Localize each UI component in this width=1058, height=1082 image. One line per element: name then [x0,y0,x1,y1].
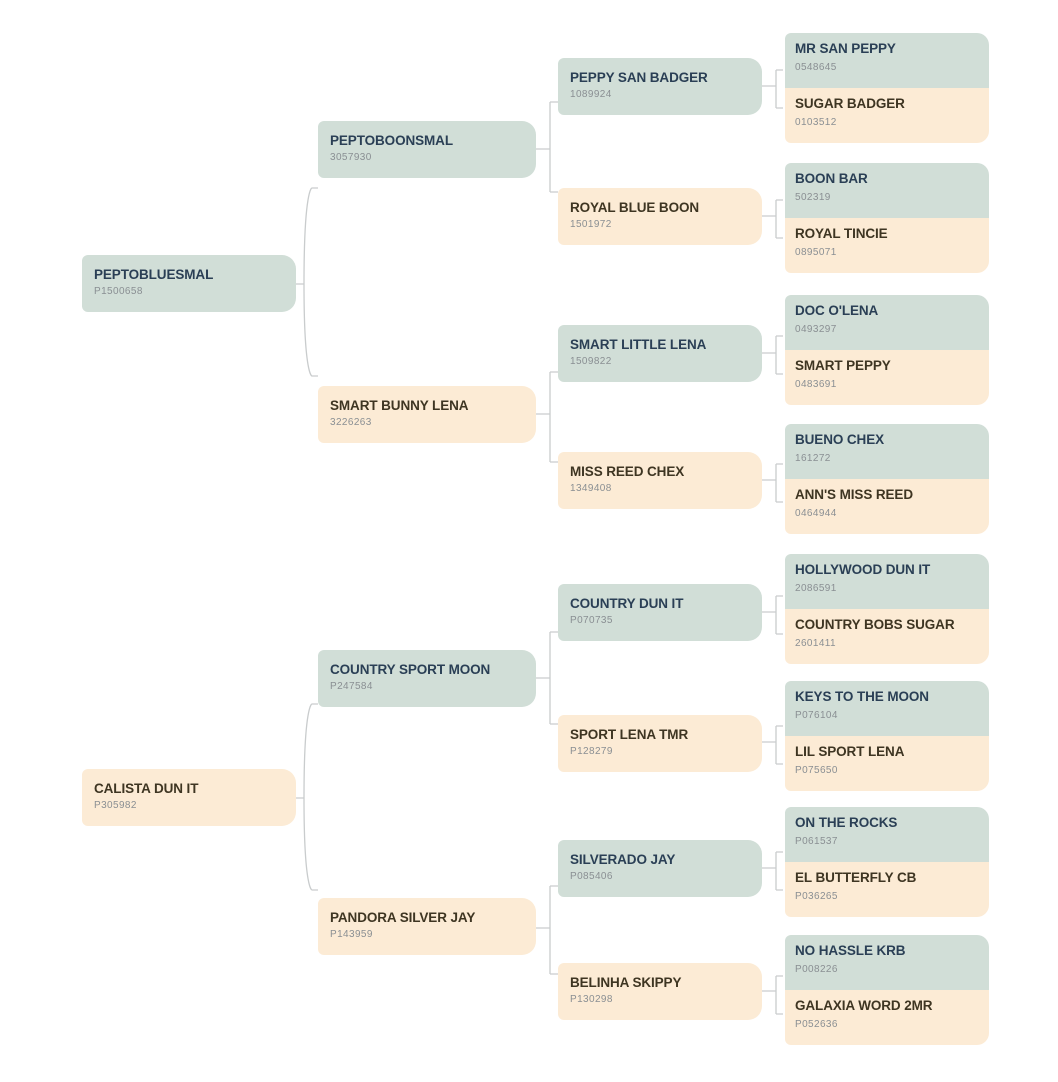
horse-name: ANN'S MISS REED [795,487,913,502]
registration-number: 161272 [795,453,831,464]
horse-name: MR SAN PEPPY [795,41,896,56]
ancestor-pair [785,681,989,791]
registration-number: P128279 [570,746,613,757]
horse-card-sire[interactable] [558,325,762,382]
registration-number: 0464944 [795,508,837,519]
horse-name: DOC O'LENA [795,303,879,318]
horse-card-sire[interactable] [785,935,989,990]
horse-card-dam[interactable] [785,736,989,791]
registration-number: P085406 [570,871,613,882]
connector-line [536,102,558,192]
horse-card-dam[interactable] [785,862,989,917]
horse-card-sire[interactable] [785,33,989,88]
registration-number: 0493297 [795,324,837,335]
connector-line [762,596,783,634]
registration-number: P061537 [795,836,838,847]
horse-name: NO HASSLE KRB [795,943,906,958]
horse-card-sire[interactable] [785,807,989,862]
connector-line [536,372,558,462]
registration-number: 0548645 [795,62,837,73]
horse-card-sire[interactable] [558,58,762,115]
registration-number: 3226263 [330,417,372,428]
horse-card-sire[interactable] [558,584,762,641]
registration-number: P143959 [330,929,373,940]
registration-number: 0483691 [795,379,837,390]
horse-name: ROYAL BLUE BOON [570,200,700,215]
registration-number: 2086591 [795,583,837,594]
horse-name: EL BUTTERFLY CB [795,870,917,885]
horse-name: SMART PEPPY [795,358,891,373]
horse-card-dam[interactable] [82,769,296,826]
registration-number: P305982 [94,800,137,811]
horse-name: SPORT LENA TMR [570,727,689,742]
horse-card-dam[interactable] [785,350,989,405]
connector-line [536,632,558,724]
horse-name: PANDORA SILVER JAY [330,910,476,925]
horse-name: BELINHA SKIPPY [570,975,682,990]
horse-card-dam[interactable] [558,188,762,245]
horse-name: PEPPY SAN BADGER [570,70,708,85]
registration-number: P1500658 [94,286,143,297]
registration-number: P036265 [795,891,838,902]
horse-name: SMART LITTLE LENA [570,337,707,352]
horse-name: MISS REED CHEX [570,464,685,479]
horse-card-dam[interactable] [558,452,762,509]
connector-line [536,886,558,974]
connector-line [762,726,783,764]
horse-name: GALAXIA WORD 2MR [795,998,933,1013]
registration-number: P070735 [570,615,613,626]
horse-name: HOLLYWOOD DUN IT [795,562,931,577]
horse-name: COUNTRY BOBS SUGAR [795,617,955,632]
horse-card-sire[interactable] [785,554,989,609]
connector-line [762,852,783,890]
ancestor-pair [785,163,989,273]
horse-name: COUNTRY DUN IT [570,596,684,611]
horse-name: ON THE ROCKS [795,815,898,830]
ancestor-pair [785,424,989,534]
horse-card-dam[interactable] [318,386,536,443]
registration-number: 502319 [795,192,831,203]
registration-number: 1501972 [570,219,612,230]
ancestor-pair [785,807,989,917]
registration-number: 2601411 [795,638,836,649]
horse-card-sire[interactable] [82,255,296,312]
horse-card-dam[interactable] [785,479,989,534]
horse-card-dam[interactable] [558,963,762,1020]
horse-card-sire[interactable] [318,121,536,178]
registration-number: 1349408 [570,483,612,494]
registration-number: P247584 [330,681,373,692]
ancestor-pair [785,33,989,143]
connector-line [296,188,318,376]
horse-card-sire[interactable] [785,295,989,350]
horse-name: LIL SPORT LENA [795,744,905,759]
horse-card-sire[interactable] [558,840,762,897]
ancestor-pair [785,935,989,1045]
horse-name: PEPTOBOONSMAL [330,133,453,148]
connector-line [296,704,318,890]
horse-name: PEPTOBLUESMAL [94,267,214,282]
registration-number: 0895071 [795,247,837,258]
registration-number: 1509822 [570,356,612,367]
registration-number: P075650 [795,765,838,776]
horse-card-dam[interactable] [785,990,989,1045]
horse-name: ROYAL TINCIE [795,226,888,241]
horse-card-dam[interactable] [558,715,762,772]
registration-number: P052636 [795,1019,838,1030]
horse-card-sire[interactable] [318,650,536,707]
horse-card-dam[interactable] [785,218,989,273]
connector-line [762,200,783,238]
connector-line [762,976,783,1014]
ancestor-pair [785,554,989,664]
horse-card-dam[interactable] [785,88,989,143]
horse-card-sire[interactable] [785,424,989,479]
horse-card-dam[interactable] [785,609,989,664]
ancestor-pair [785,295,989,405]
horse-card-sire[interactable] [785,163,989,218]
registration-number: 1089924 [570,89,612,100]
registration-number: P008226 [795,964,838,975]
registration-number: P130298 [570,994,613,1005]
connector-line [762,336,783,374]
horse-name: SILVERADO JAY [570,852,676,867]
horse-name: COUNTRY SPORT MOON [330,662,491,677]
horse-name: SUGAR BADGER [795,96,905,111]
horse-name: KEYS TO THE MOON [795,689,929,704]
connector-line [762,70,783,108]
horse-name: BOON BAR [795,171,868,186]
horse-name: SMART BUNNY LENA [330,398,469,413]
registration-number: P076104 [795,710,838,721]
horse-name: CALISTA DUN IT [94,781,199,796]
registration-number: 0103512 [795,117,837,128]
horse-card-sire[interactable] [785,681,989,736]
horse-name: BUENO CHEX [795,432,885,447]
registration-number: 3057930 [330,152,372,163]
horse-card-dam[interactable] [318,898,536,955]
connector-line [762,464,783,502]
